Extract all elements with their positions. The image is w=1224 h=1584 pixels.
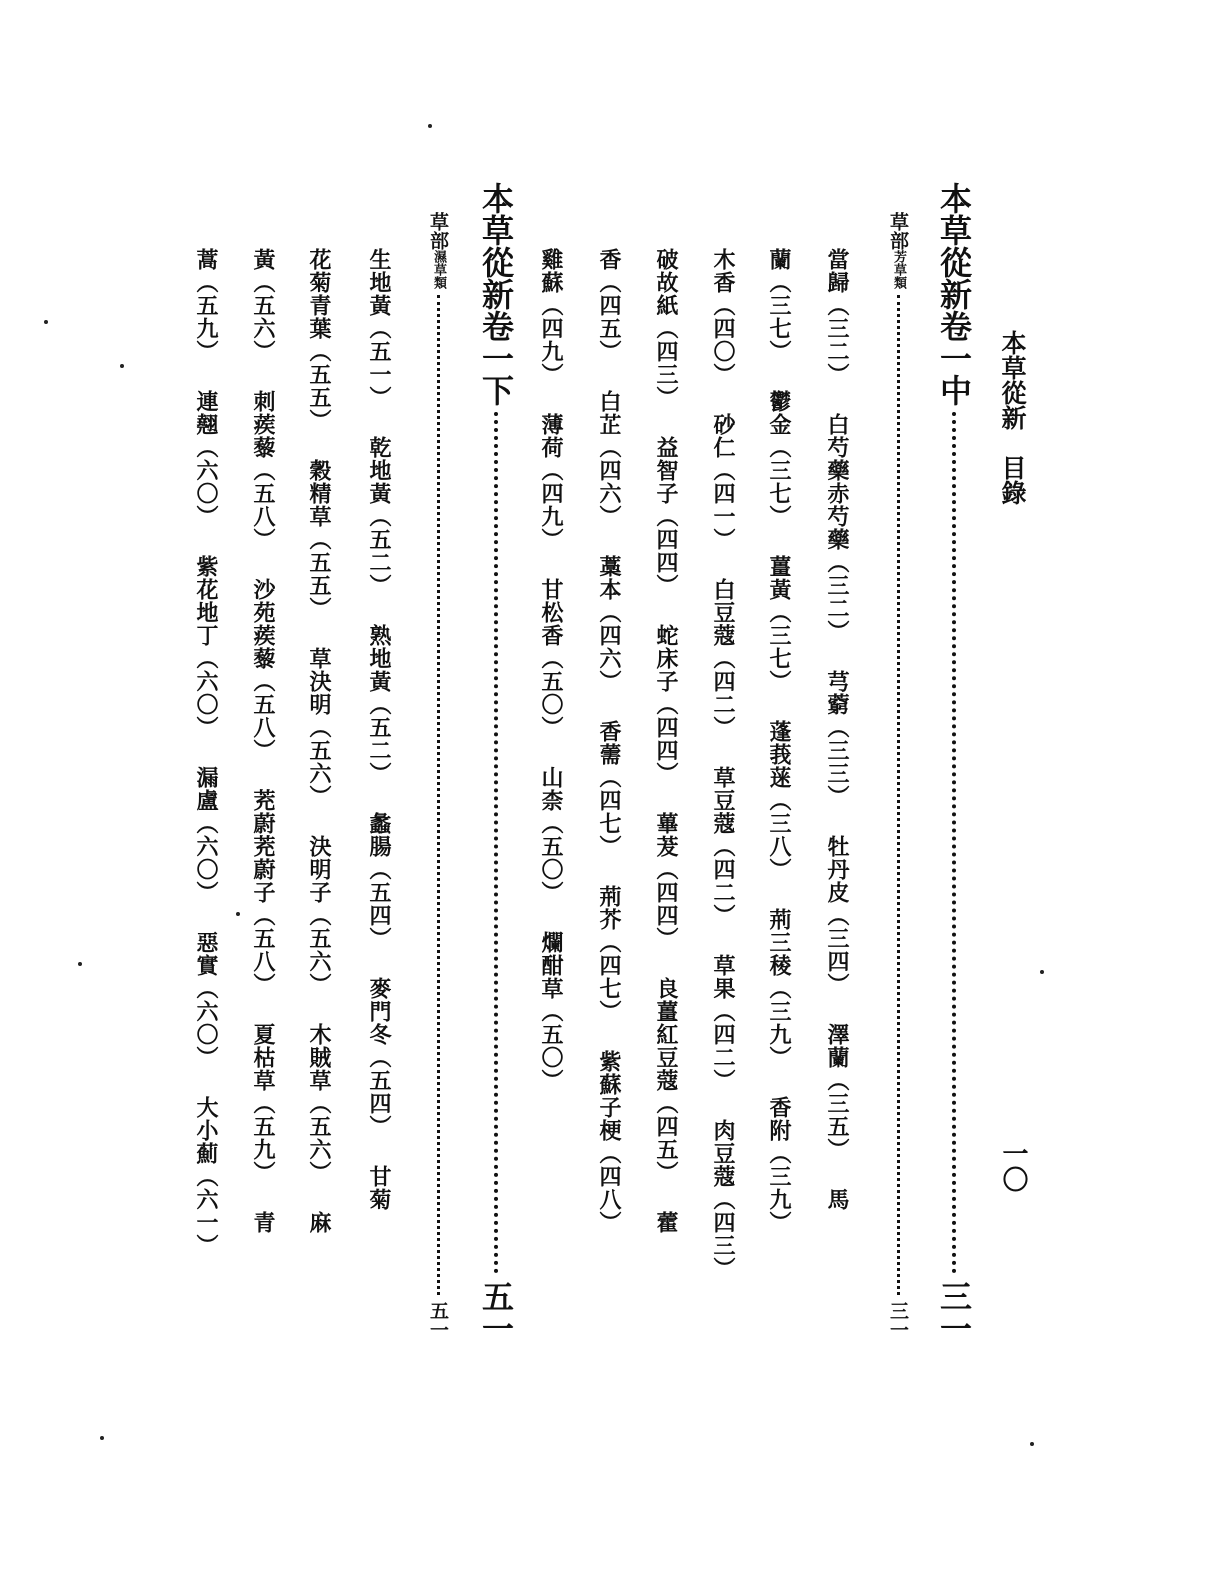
entry-line: 當歸（三二） 白芍藥赤芍藥（三二） 芎藭（三三） 牡丹皮（三四） 澤蘭（三五） 馬: [824, 248, 850, 1211]
scan-speck: [1030, 1442, 1034, 1446]
entry-line: 雞蘇（四九） 薄荷（四九） 甘松香（五〇） 山柰（五〇） 爛酣草（五〇）: [538, 248, 564, 1092]
entry-line: 破故紙（四三） 益智子（四四） 蛇床子（四四） 蓽茇（四四） 良薑紅豆蔻（四五） 藿: [653, 248, 679, 1234]
section-heading-mid: [888, 212, 907, 1339]
section-sub: 濕草類: [431, 250, 446, 289]
section-page: 五一: [427, 1301, 449, 1339]
volume-title: 本草從新卷一下: [477, 182, 515, 406]
entry-line: 蒿（五九） 連翹（六〇） 紫花地丁（六〇） 漏盧（六〇） 惡實（六〇） 大小薊（六一）: [193, 248, 219, 1257]
volume-heading-low: [477, 182, 515, 1344]
section-sub: 芳草類: [891, 250, 906, 289]
volume-page: 五一: [477, 1280, 515, 1344]
section-page: 三一: [887, 1301, 909, 1339]
scan-speck: [428, 124, 432, 128]
entry-line: 生地黃（五一） 乾地黃（五二） 熟地黃（五二） 蠡腸（五四） 麥門冬（五四） 甘菊: [366, 248, 392, 1211]
entry-line: 黃（五六） 刺蒺藜（五八） 沙苑蒺藜（五八） 茺蔚茺蔚子（五八） 夏枯草（五九） 青: [250, 248, 276, 1234]
entry-line: 木香（四〇） 砂仁（四一） 白豆蔻（四二） 草豆蔻（四二） 草果（四二） 肉豆蔻（四三）: [710, 248, 736, 1280]
scan-speck: [44, 320, 48, 324]
entry-line: 香（四五） 白芷（四六） 藁本（四六） 香薷（四七） 荊芥（四七） 紫蘇子梗（四八）: [596, 248, 622, 1234]
scan-speck: [100, 1436, 104, 1440]
scan-speck: [120, 364, 124, 368]
section-name: 草部: [887, 212, 909, 250]
leader-dots: [494, 412, 498, 1274]
book-title: 本草從新: [998, 330, 1027, 430]
leader-dots: [437, 295, 440, 1295]
entry-line: 蘭（三七） 鬱金（三七） 薑黃（三七） 蓬莪蒾（三八） 荊三稜（三九） 香附（三九）: [766, 248, 792, 1234]
volume-page: 三一: [935, 1280, 973, 1344]
volume-heading-mid: [935, 182, 973, 1344]
section-title: 目錄: [998, 455, 1027, 505]
scan-speck: [78, 962, 82, 966]
section-heading-low: [428, 212, 447, 1339]
page-number: 一〇: [998, 1140, 1028, 1192]
running-header: [1000, 330, 1025, 505]
leader-dots: [897, 295, 900, 1295]
entry-line: 花菊青葉（五五） 穀精草（五五） 草決明（五六） 決明子（五六） 木賊草（五六） 麻: [306, 248, 332, 1234]
leader-dots: [952, 412, 956, 1274]
volume-title: 本草從新卷一中: [935, 182, 973, 406]
scan-speck: [236, 912, 240, 916]
section-name: 草部: [427, 212, 449, 250]
scan-speck: [1040, 970, 1044, 974]
